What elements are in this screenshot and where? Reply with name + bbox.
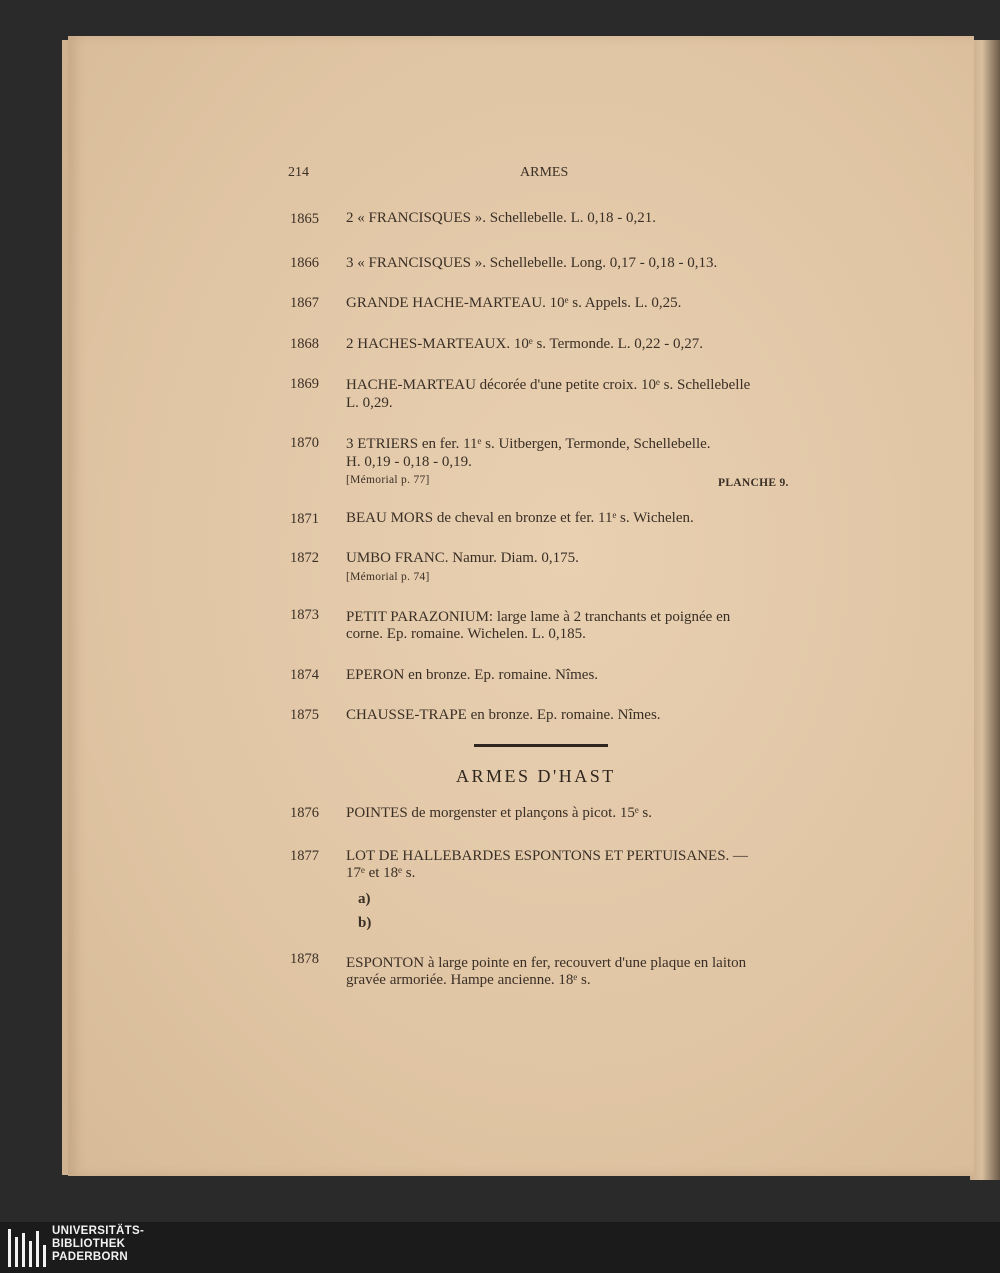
entry-number: 1877 [290,848,319,864]
book-spine [970,40,1000,1180]
entry-text: EPERON en bronze. Ep. romaine. Nîmes. [346,667,599,683]
entry-number: 1875 [290,707,319,723]
entry-note: [Mémorial p. 77] [346,474,430,486]
entry-text: gravée armoriée. Hampe ancienne. 18ᵉ s. [346,972,591,988]
entry-number: 1874 [290,667,319,683]
entry-text: CHAUSSE-TRAPE en bronze. Ep. romaine. Nîmes. [346,707,661,723]
page-number: 214 [288,165,309,180]
entry-text: PETIT PARAZONIUM: large lame à 2 tranchants et poignée en [346,609,731,625]
entry-text: POINTES de morgenster et plançons à picot. 15ᵉ s. [346,805,653,821]
entry-text: HACHE-MARTEAU décorée d'une petite croix. 10ᵉ s. Schellebelle [346,377,751,393]
entry-text: corne. Ep. romaine. Wichelen. L. 0,185. [346,626,586,642]
entry-text: LOT DE HALLEBARDES ESPONTONS ET PERTUISANES. — [346,848,749,864]
entry-text: 17ᵉ et 18ᵉ s. [346,865,416,881]
entry-number: 1865 [290,211,319,227]
entry-text: 2 « FRANCISQUES ». Schellebelle. L. 0,18 - 0,21. [346,210,656,226]
entry-text: L. 0,29. [346,395,393,411]
entry-text: UMBO FRANC. Namur. Diam. 0,175. [346,550,579,566]
section-title: ARMES D'HAST [456,766,616,786]
library-name-line: UNIVERSITÄTS- [52,1225,145,1237]
sub-item: a) [358,891,371,907]
book-page [68,36,974,1176]
entry-number: 1871 [290,511,319,527]
entry-number: 1867 [290,295,319,311]
entry-text: 3 « FRANCISQUES ». Schellebelle. Long. 0,17 - 0,18 - 0,13. [346,255,718,271]
plate-reference: PLANCHE 9. [718,477,789,489]
sub-item: b) [358,915,372,931]
entry-number: 1869 [290,376,319,392]
entry-number: 1876 [290,805,319,821]
entry-text: ESPONTON à large pointe en fer, recouvert d'une plaque en laiton [346,955,747,971]
library-name-line: PADERBORN [52,1251,128,1263]
library-footer [0,1222,1000,1273]
entry-text: 3 ETRIERS en fer. 11ᵉ s. Uitbergen, Termonde, Schellebelle. [346,436,711,452]
entry-text: H. 0,19 - 0,18 - 0,19. [346,454,472,470]
running-title: ARMES [520,165,569,180]
entry-text: 2 HACHES-MARTEAUX. 10ᵉ s. Termonde. L. 0,22 - 0,27. [346,336,704,352]
entry-number: 1878 [290,951,319,967]
entry-text: BEAU MORS de cheval en bronze et fer. 11ᵉ s. Wichelen. [346,510,694,526]
entry-number: 1866 [290,255,319,271]
entry-number: 1870 [290,435,319,451]
entry-note: [Mémorial p. 74] [346,571,430,583]
entry-number: 1872 [290,550,319,566]
section-rule [474,744,608,747]
entry-text: GRANDE HACHE-MARTEAU. 10ᵉ s. Appels. L. 0,25. [346,295,682,311]
library-logo-icon [8,1229,48,1267]
entry-number: 1873 [290,607,319,623]
library-name-line: BIBLIOTHEK [52,1238,126,1250]
entry-number: 1868 [290,336,319,352]
